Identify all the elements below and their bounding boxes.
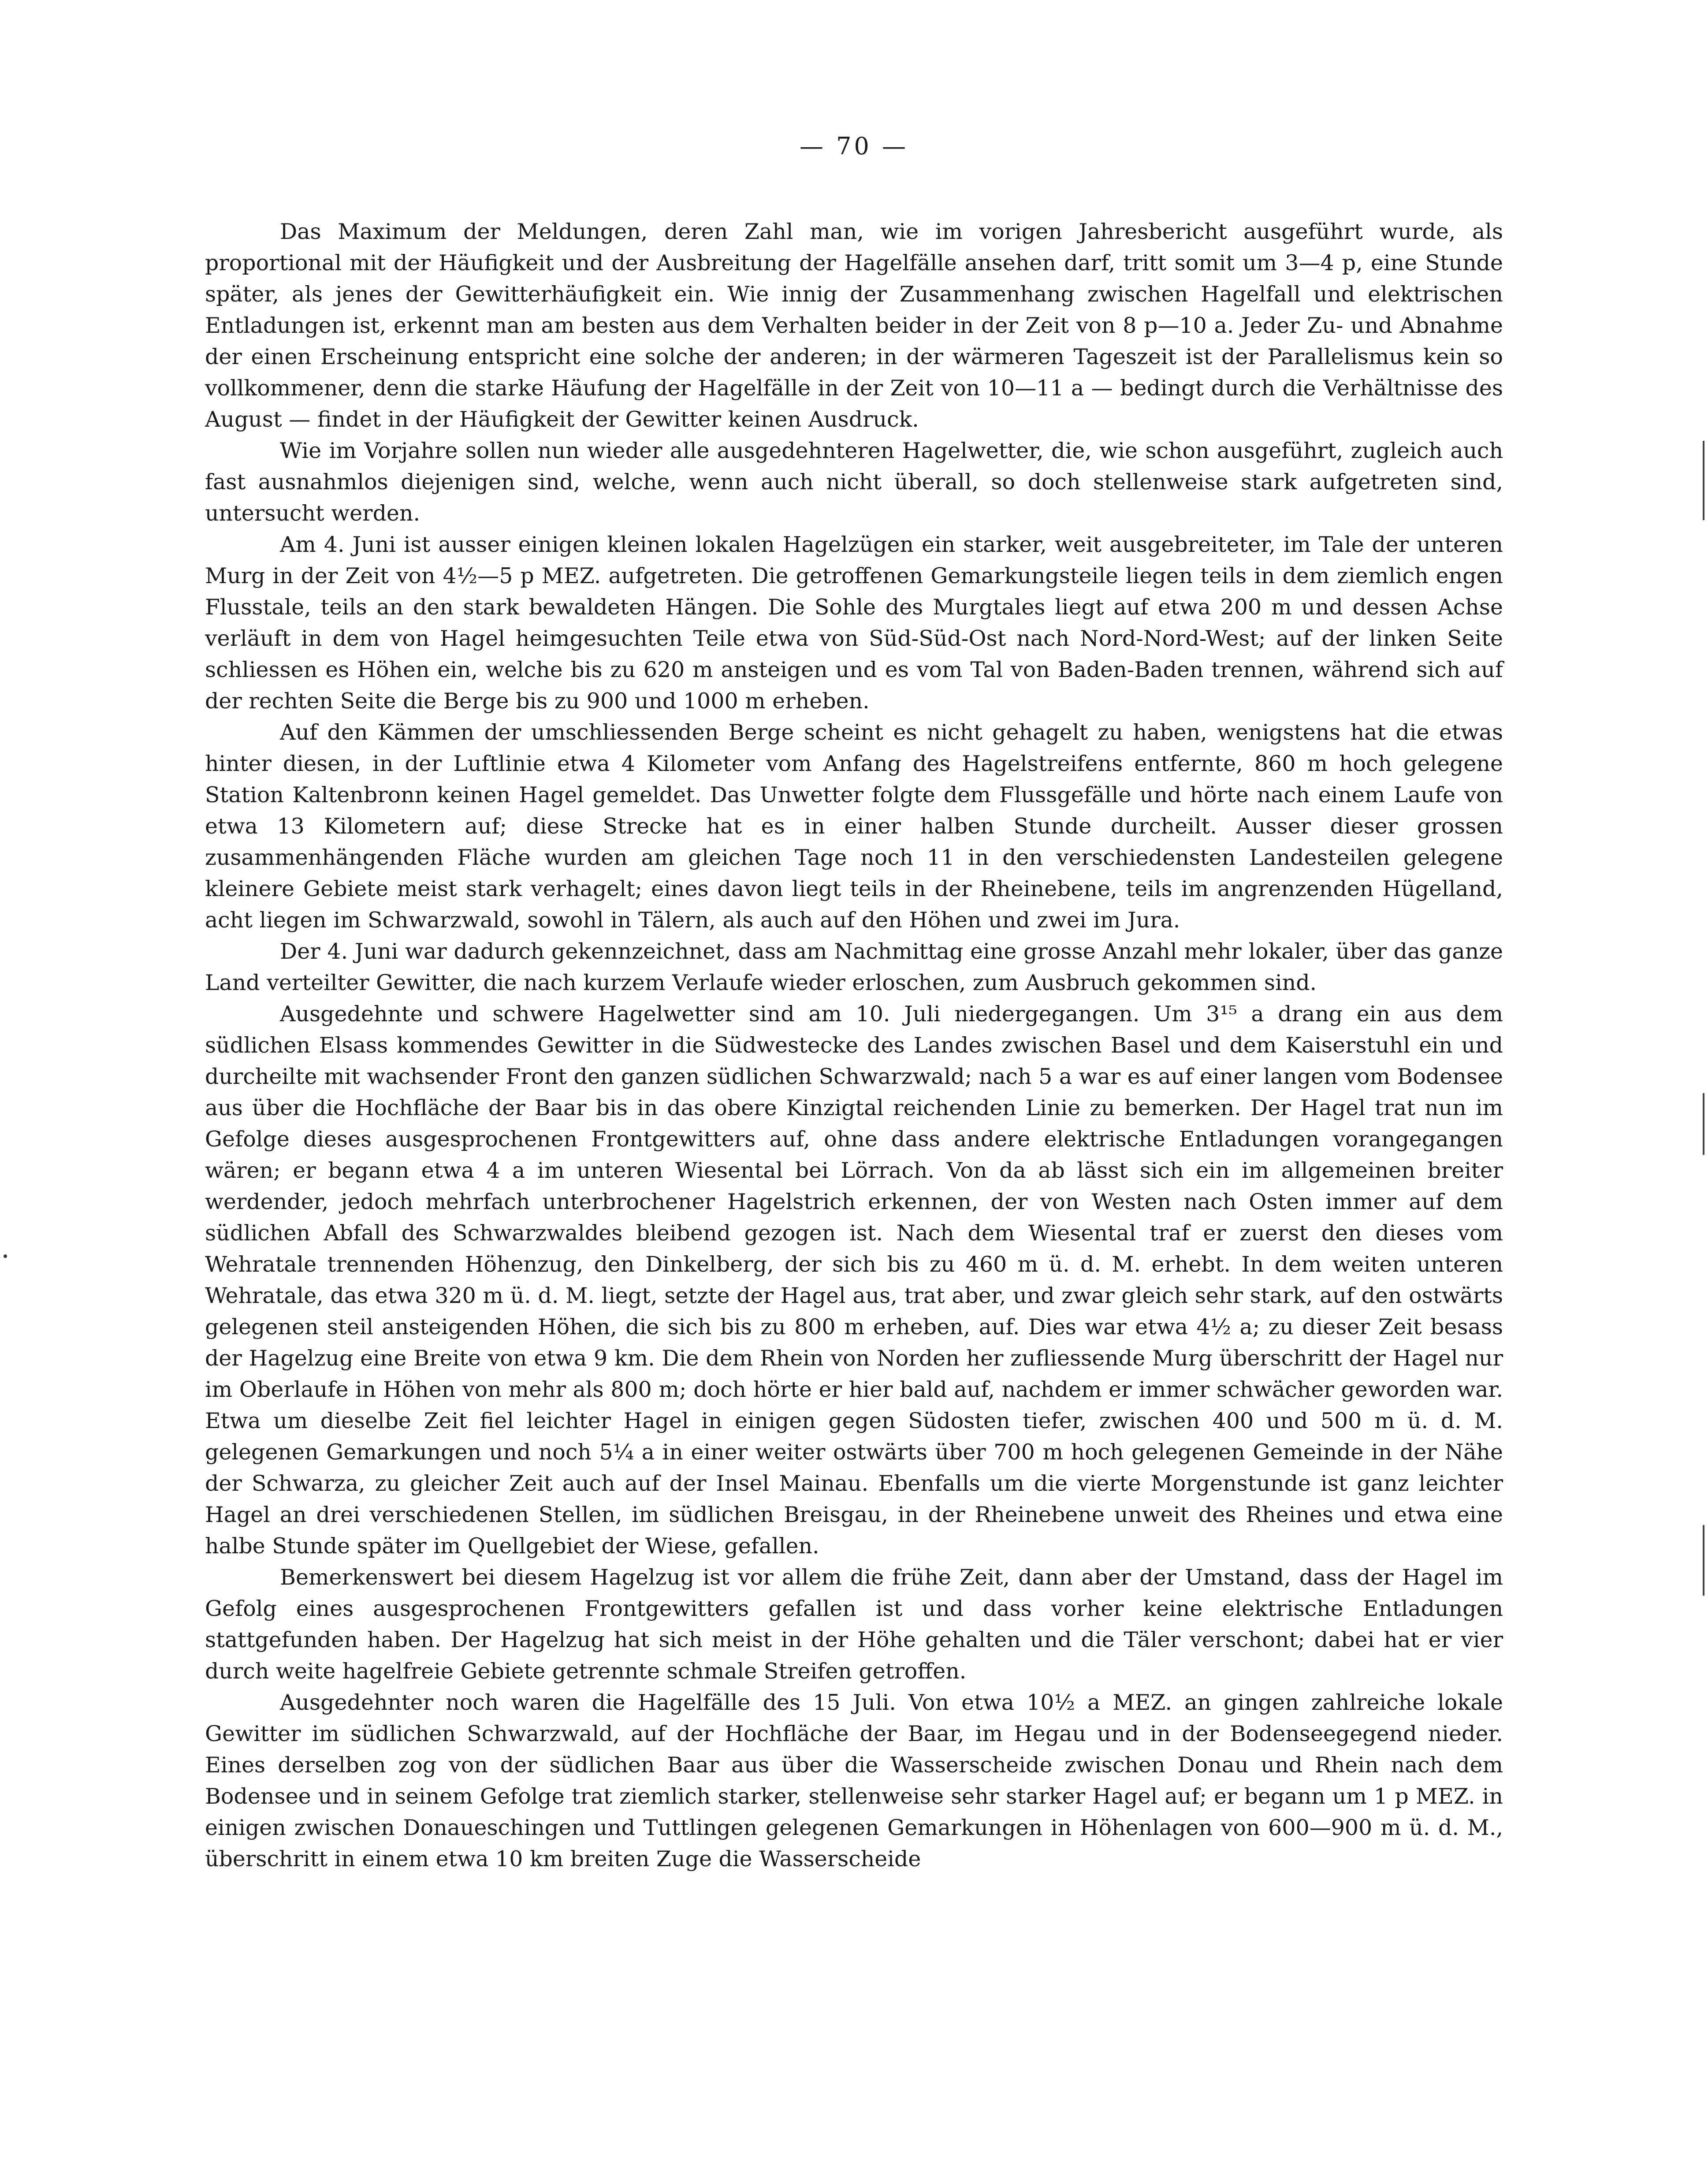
scan-speck bbox=[4, 1254, 7, 1258]
paragraph: Der 4. Juni war dadurch gekennzeichnet, dass am Nachmittag eine grosse Anzahl mehr lokaler, über das ganze Land verteilter Gewitter, die nach kurzem Verlaufe wieder erloschen, zum Ausbruch gekommen sind. bbox=[205, 939, 1503, 995]
paragraph: Das Maximum der Meldungen, deren Zahl man, wie im vorigen Jahresbericht ausgeführt wurde, als proportional mit der Häufigkeit und der Ausbreitung der Hagelfälle ansehen darf, tritt somit um 3—4 p, eine Stunde später, als jenes der Gewitterhäufigkeit ein. Wie innig der Zusammenhang zwischen Hagelfall und elektrischen Entladungen ist, erkennt man am besten aus dem Verhalten beider in der Zeit von 8 p—10 a. Jeder Zu- und Abnahme der einen Erscheinung entspricht eine solche der anderen; in der wärmeren Tageszeit ist der Parallelismus kein so vollkommener, denn die starke Häufung der Hagelfälle in der Zeit von 10—11 a — bedingt durch die Verhältnisse des August — findet in der Häufigkeit der Gewitter keinen Ausdruck. bbox=[205, 219, 1503, 432]
paragraph: Wie im Vorjahre sollen nun wieder alle ausgedehnteren Hagelwetter, die, wie schon ausgeführt, zugleich auch fast ausnahmlos diejenigen sind, welche, wenn auch nicht überall, so doch stellenweise stark aufgetreten sind, untersucht werden. bbox=[205, 438, 1503, 526]
page-number: — 70 — bbox=[799, 132, 909, 160]
paragraph: Am 4. Juni ist ausser einigen kleinen lokalen Hagelzügen ein starker, weit ausgebreiteter, im Tale der unteren Murg in der Zeit von 4½—5 p MEZ. aufgetreten. Die getroffenen Gemarkungsteile liegen teils in dem ziemlich engen Flusstale, teils an den stark bewaldeten Hängen. Die Sohle des Murgtales liegt auf etwa 200 m und dessen Achse verläuft in dem von Hagel heimgesuchten Teile etwa von Süd-Süd-Ost nach Nord-Nord-West; auf der linken Seite schliessen es Höhen ein, welche bis zu 620 m ansteigen und es vom Tal von Baden-Baden trennen, während sich auf der rechten Seite die Berge bis zu 900 und 1000 m erheben. bbox=[205, 532, 1503, 714]
paragraph: Auf den Kämmen der umschliessenden Berge scheint es nicht gehagelt zu haben, wenigstens hat die etwas hinter diesen, in der Luftlinie etwa 4 Kilometer vom Anfang des Hagelstreifens entfernte, 860 m hoch gelegene Station Kaltenbronn keinen Hagel gemeldet. Das Unwetter folgte dem Flussgefälle und hörte nach einem Laufe von etwa 13 Kilometern auf; diese Strecke hat es in einer halben Stunde durcheilt. Ausser dieser grossen zusammenhängenden Fläche wurden am gleichen Tage noch 11 in den verschiedensten Landesteilen gelegene kleinere Gebiete meist stark verhagelt; eines davon liegt teils in der Rheinebene, teils im angrenzenden Hügelland, acht liegen im Schwarzwald, sowohl in Tälern, als auch auf den Höhen und zwei im Jura. bbox=[205, 720, 1503, 933]
paragraph: Ausgedehnter noch waren die Hagelfälle des 15 Juli. Von etwa 10½ a MEZ. an gingen zahlreiche lokale Gewitter im südlichen Schwarzwald, auf der Hochfläche der Baar, im Hegau und in der Bodenseegegend nieder. Eines derselben zog von der südlichen Baar aus über die Wasserscheide zwischen Donau und Rhein nach dem Bodensee und in seinem Gefolge trat ziemlich starker, stellenweise sehr starker Hagel auf; er begann um 1 p MEZ. in einigen zwischen Donaueschingen und Tuttlingen gelegenen Gemarkungen in Höhenlagen von 600—900 m ü. d. M., überschritt in einem etwa 10 km breiten Zuge die Wasserscheide bbox=[205, 1690, 1503, 1872]
scan-edge-mark bbox=[1703, 1525, 1704, 1596]
paragraph: Bemerkenswert bei diesem Hagelzug ist vor allem die frühe Zeit, dann aber der Umstand, dass der Hagel im Gefolg eines ausgesprochenen Frontgewitters gefallen ist und dass vorher keine elektrische Entladungen stattgefunden haben. Der Hagelzug hat sich meist in der Höhe gehalten und die Täler verschont; dabei hat er vier durch weite hagelfreie Gebiete getrennte schmale Streifen getroffen. bbox=[205, 1565, 1503, 1684]
document-body bbox=[205, 216, 1503, 1875]
scan-edge-mark bbox=[1703, 1093, 1704, 1155]
paragraph: Ausgedehnte und schwere Hagelwetter sind am 10. Juli niedergegangen. Um 3¹⁵ a drang ein aus dem südlichen Elsass kommendes Gewitter in die Südwestecke des Landes zwischen Basel und dem Kaiserstuhl ein und durcheilte mit wachsender Front den ganzen südlichen Schwarzwald; nach 5 a war es auf einer langen vom Bodensee aus über die Hochfläche der Baar bis in das obere Kinzigtal reichenden Linie zu bemerken. Der Hagel trat nun im Gefolge dieses ausgesprochenen Frontgewitters auf, ohne dass andere elektrische Entladungen vorangegangen wären; er begann etwa 4 a im unteren Wiesental bei Lörrach. Von da ab lässt sich ein im allgemeinen breiter werdender, jedoch mehrfach unterbrochener Hagelstrich erkennen, der von Westen nach Osten immer auf dem südlichen Abfall des Schwarzwaldes bleibend gezogen ist. Nach dem Wiesental traf er zuerst den dieses vom Wehratale trennenden Höhenzug, den Dinkelberg, der sich bis zu 460 m ü. d. M. erhebt. In dem weiten unteren Wehratale, das etwa 320 m ü. d. M. liegt, setzte der Hagel aus, trat aber, und zwar gleich sehr stark, auf den ostwärts gelegenen steil ansteigenden Höhen, die sich bis zu 800 m erheben, auf. Dies war etwa 4½ a; zu dieser Zeit besass der Hagelzug eine Breite von etwa 9 km. Die dem Rhein von Norden her zufliessende Murg überschritt der Hagel nur im Oberlaufe in Höhen von mehr als 800 m; doch hörte er hier bald auf, nachdem er immer schwächer geworden war. Etwa um dieselbe Zeit fiel leichter Hagel in einigen gegen Südosten tiefer, zwischen 400 und 500 m ü. d. M. gelegenen Gemarkungen und noch 5¼ a in einer weiter ostwärts über 700 m hoch gelegenen Gemeinde in der Nähe der Schwarza, zu gleicher Zeit auch auf der Insel Mainau. Ebenfalls um die vierte Morgenstunde ist ganz leichter Hagel an drei verschiedenen Stellen, im südlichen Breisgau, in der Rheinebene unweit des Rheines und etwa eine halbe Stunde später im Quellgebiet der Wiese, gefallen. bbox=[205, 1001, 1503, 1559]
scan-edge-mark bbox=[1703, 441, 1704, 520]
